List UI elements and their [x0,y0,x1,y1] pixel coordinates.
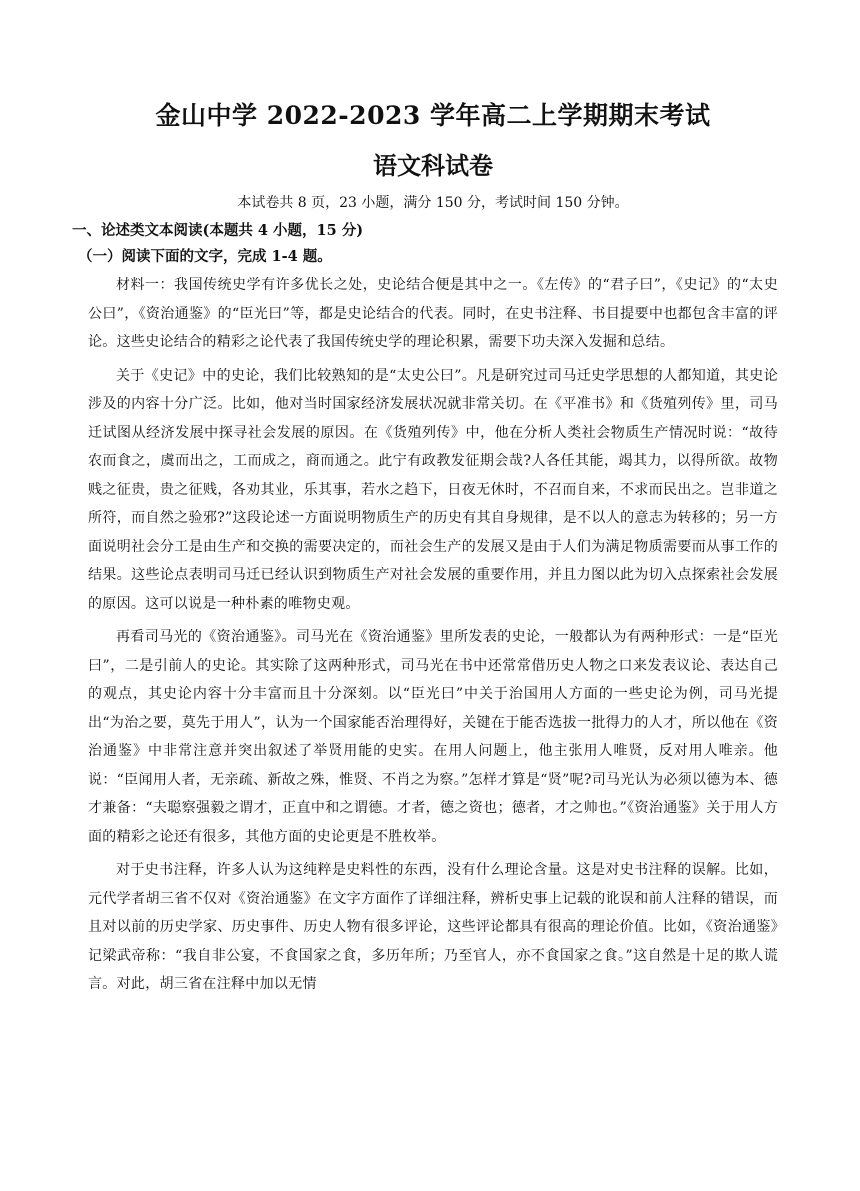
passage-paragraph-4: 对于史书注释，许多人认为这纯粹是史料性的东西，没有什么理论含量。这是对史书注释的误解。比如，元代学者胡三省不仅对《资治通鉴》在文字方面作了详细注释，辨析史事上记载的讹误和前人注释的错误，而且对以前的历史学家、历史事件、历史人物有很多评论，这些评论都具有很高的理论价值。比如，《资治通鉴》记梁武帝称：“我自非公宴，不食国家之食，多历年所；乃至官人，亦不食国家之食。”这自然是十足的欺人谎言。对此，胡三省在注释中加以无情 [88,862,778,992]
passage-paragraph-2: 关于《史记》中的史论，我们比较熟知的是“太史公曰”。凡是研究过司马迁史学思想的人都知道，其史论涉及的内容十分广泛。比如，他对当时国家经济发展状况就非常关切。在《平准书》和《货殖列传》里，司马迁试图从经济发展中探寻社会发展的原因。在《货殖列传》中，他在分析人类社会物质生产情况时说：“故待农而食之，虞而出之，工而成之，商而通之。此宁有政教发征期会哉?人各任其能，竭其力，以得所欲。故物贱之征贵，贵之征贱，各劝其业，乐其事，若水之趋下，日夜无休时，不召而自来，不求而民出之。岂非道之所符，而自然之验邪?”这段论述一方面说明物质生产的历史有其自身规律，是不以人的意志为转移的；另一方面说明社会分工是由生产和交换的需要决定的，而社会生产的发展又是由于人们为满足物质需要而从事工作的结果。这些论点表明司马迁已经认识到物质生产对社会发展的重要作用，并且力图以此为切入点探索社会发展的原因。这可以说是一种朴素的唯物史观。 [88,367,778,612]
exam-title: 金山中学 2022-2023 学年高二上学期期末考试 [155,101,711,130]
passage-paragraph-3: 再看司马光的《资治通鉴》。司马光在《资治通鉴》里所发表的史论，一般都认为有两种形式：一是“臣光曰”，二是引前人的史论。其实除了这两种形式，司马光在书中还常常借历史人物之口来发表议论、表达自己的观点，其史论内容十分丰富而且十分深刻。以“臣光曰”中关于治国用人方面的一些史论为例，司马光提出“为治之要，莫先于用人”，认为一个国家能否治理得好，关键在于能否选拔一批得力的人才，所以他在《资治通鉴》中非常注意并突出叙述了举贤用能的史实。在用人问题上，他主张用人唯贤，反对用人唯亲。他说：“臣闻用人者，无亲疏、新故之殊，惟贤、不肖之为察。”怎样才算是“贤”呢?司马光认为必须以德为本、德才兼备：“夫聪察强毅之谓才，正直中和之谓德。才者，德之资也；德者，才之帅也。”《资治通鉴》关于用人方面的精彩之论还有很多，其他方面的史论更是不胜枚举。 [88,629,778,845]
reading-passage [88,271,778,999]
passage-paragraph-1: 材料一：我国传统史学有许多优长之处，史论结合便是其中之一。《左传》的“君子曰”，《史记》的“太史公曰”，《资治通鉴》的“臣光曰”等，都是史论结合的代表。同时，在史书注释、书目提要中也都包含丰富的评论。这些史论结合的精彩之论代表了我国传统史学的理论积累，需要下功夫深入发掘和总结。 [88,277,778,350]
exam-info: 本试卷共 8 页，23 小题，满分 150 分，考试时间 150 分钟。 [237,195,629,211]
subsection-heading: （一）阅读下面的文字，完成 1-4 题。 [78,248,332,265]
section-heading: 一、论述类文本阅读(本题共 4 小题，15 分) [72,222,364,239]
exam-subtitle: 语文科试卷 [373,151,493,180]
